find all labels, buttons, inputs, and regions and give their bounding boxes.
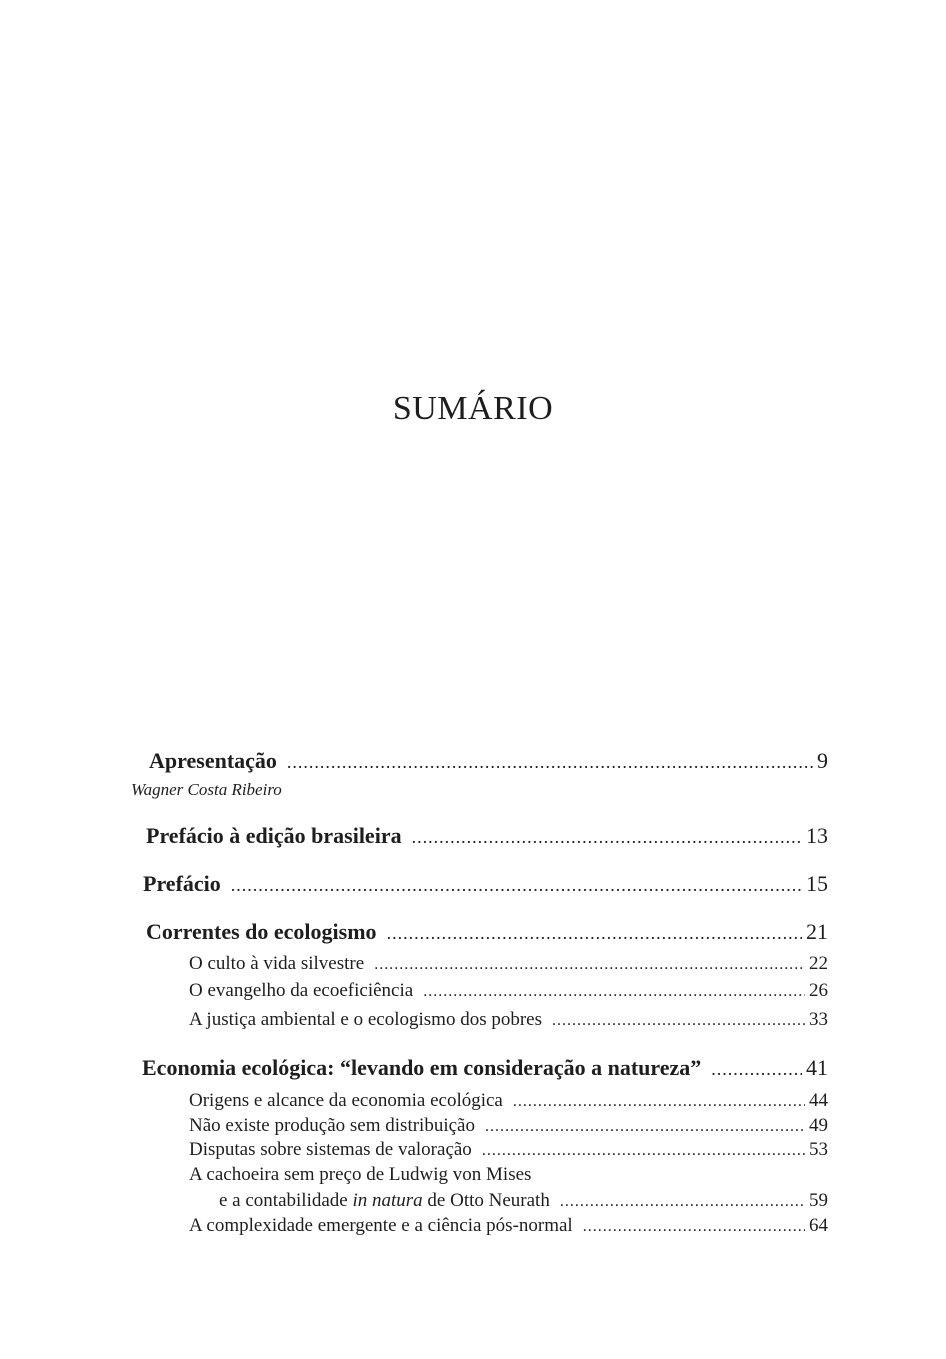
toc-page-number: 22 <box>809 953 828 974</box>
toc-entry-label: Economia ecológica: “levando em consideração a natureza” <box>142 1055 702 1080</box>
dot-leader <box>513 1093 805 1111</box>
dot-leader <box>552 1012 805 1030</box>
toc-section-evangelho[interactable] <box>189 980 828 1002</box>
toc-entry-label: Prefácio à edição brasileira <box>146 823 402 848</box>
toc-entry-label: Correntes do ecologismo <box>146 919 377 944</box>
toc-entry-correntes[interactable] <box>146 919 828 945</box>
toc-entry-economia[interactable] <box>142 1055 828 1081</box>
toc-section-justica[interactable] <box>189 1009 828 1031</box>
toc-section-label: A complexidade emergente e a ciência pós-normal <box>189 1215 573 1236</box>
toc-section-label: Origens e alcance da economia ecológica <box>189 1090 503 1111</box>
toc-section-cachoeira-line1[interactable]: A cachoeira sem preço de Ludwig von Mises <box>189 1164 532 1185</box>
toc-section-cachoeira-line2[interactable] <box>219 1190 828 1212</box>
toc-author: Wagner Costa Ribeiro <box>131 780 282 799</box>
label-text-italic: in natura <box>352 1190 423 1211</box>
toc-section-disputas[interactable] <box>189 1139 828 1161</box>
toc-page-number: 44 <box>809 1090 828 1111</box>
dot-leader <box>374 956 805 974</box>
dot-leader <box>485 1118 805 1136</box>
dot-leader <box>231 875 802 896</box>
toc-page-number: 21 <box>806 919 828 944</box>
toc-entry-label: Apresentação <box>149 748 277 773</box>
toc-section-origens[interactable] <box>189 1090 828 1112</box>
toc-section-complexidade[interactable] <box>189 1215 828 1237</box>
toc-section-label: Não existe produção sem distribuição <box>189 1115 475 1136</box>
dot-leader <box>560 1193 805 1211</box>
toc-page-number: 33 <box>809 1009 828 1030</box>
toc-entry-prefacio[interactable] <box>143 871 828 897</box>
dot-leader <box>423 983 805 1001</box>
toc-page-number: 15 <box>806 871 828 896</box>
toc-page-number: 53 <box>809 1139 828 1160</box>
page-title: SUMÁRIO <box>392 390 554 427</box>
toc-section-label <box>219 1190 550 1212</box>
dot-leader <box>583 1218 805 1236</box>
toc-page-number: 49 <box>809 1115 828 1136</box>
toc-entry-label: Prefácio <box>143 871 221 896</box>
label-text-before: e a contabilidade <box>219 1190 353 1211</box>
dot-leader <box>711 1059 802 1080</box>
dot-leader <box>287 752 813 773</box>
toc-page-number: 64 <box>809 1215 828 1236</box>
toc-page-number: 41 <box>806 1055 828 1080</box>
toc-section-label: A justiça ambiental e o ecologismo dos pobres <box>189 1009 543 1030</box>
toc-page-number: 26 <box>809 980 828 1001</box>
toc-entry-prefacio-edicao[interactable] <box>146 823 828 849</box>
dot-leader <box>482 1142 805 1160</box>
dot-leader <box>412 827 802 848</box>
label-text-after: de Otto Neurath <box>422 1190 550 1211</box>
toc-section-label: Disputas sobre sistemas de valoração <box>189 1139 472 1160</box>
toc-section-label: O evangelho da ecoeficiência <box>189 980 414 1001</box>
toc-entry-apresentacao[interactable] <box>149 748 828 774</box>
toc-section-label: O culto à vida silvestre <box>189 953 365 974</box>
dot-leader <box>387 923 802 944</box>
toc-page-number: 13 <box>806 823 828 848</box>
toc-section-producao[interactable] <box>189 1115 828 1137</box>
toc-page-number: 9 <box>817 748 828 773</box>
toc-section-culto[interactable] <box>189 953 828 975</box>
toc-page-number: 59 <box>809 1190 828 1211</box>
